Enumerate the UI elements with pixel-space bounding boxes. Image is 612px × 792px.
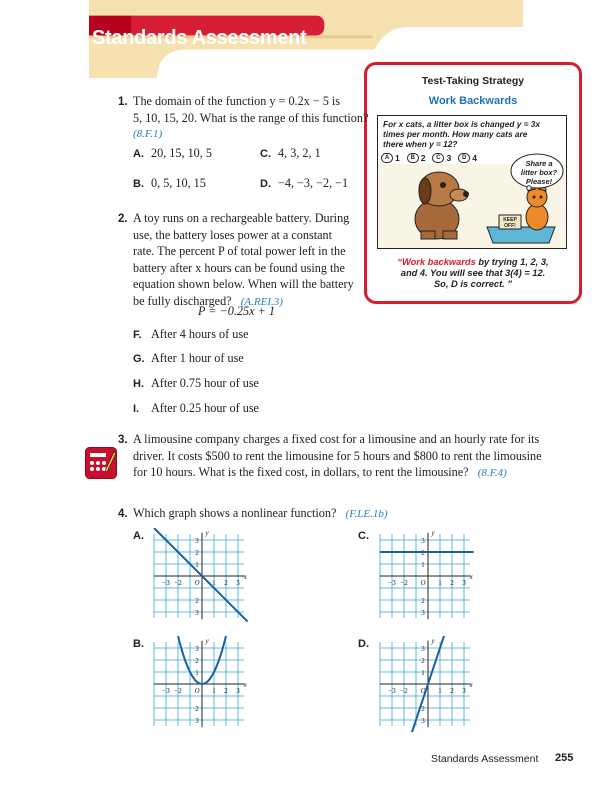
tick-label: 3: [421, 609, 425, 617]
standard-code: (8.F.4): [477, 467, 507, 479]
choice-bubble: C 3: [432, 153, 451, 163]
origin-label: O: [420, 579, 426, 587]
y-axis-label: y: [431, 637, 435, 646]
answer-option[interactable]: F. After 4 hours of use: [133, 327, 249, 341]
strategy-tip: “Work backwards by trying 1, 2, 3, and 4. You will see that 3(4) = 12. So, D is correct. ”: [397, 257, 549, 289]
origin-label: O: [194, 687, 200, 695]
tick-label: 2: [195, 549, 199, 557]
x-axis-label: x: [243, 573, 247, 581]
graph-label[interactable]: B.: [133, 638, 144, 650]
graph-b[interactable]: [148, 636, 248, 732]
tick-label: −2: [174, 579, 182, 587]
tick-label: −2: [400, 579, 408, 587]
footer-title: Standards Assessment: [431, 753, 539, 765]
tick-label: 2: [421, 705, 425, 713]
x-axis-label: x: [243, 681, 247, 689]
answer-option[interactable]: I. After 0.25 hour of use: [133, 401, 259, 415]
tick-label: 1: [421, 561, 425, 569]
question-4-text: Which graph shows a nonlinear function? (F.LE.1b): [133, 506, 388, 520]
tick-label: 2: [195, 657, 199, 665]
standard-code: (F.LE.1b): [345, 508, 388, 520]
tick-label: 2: [224, 579, 228, 587]
tick-label: −2: [174, 687, 182, 695]
x-axis-label: x: [469, 573, 473, 581]
tick-label: 1: [438, 579, 442, 587]
x-axis-label: x: [469, 681, 473, 689]
tick-label: 1: [195, 669, 199, 677]
graph-d[interactable]: [374, 636, 474, 732]
chapter-number: 5: [18, 22, 33, 52]
answer-option[interactable]: D. −4, −3, −2, −1: [260, 176, 349, 190]
tick-label: −3: [388, 579, 396, 587]
choice-bubble: B 2: [407, 153, 426, 163]
thought-bubble-text: Share a litter box? Please!: [520, 159, 558, 186]
question-1-text: The domain of the function y = 0.2x − 5 is 5, 10, 15, 20. What is the range of this function? (8.F.1): [133, 93, 373, 143]
question-3-number: 3.: [118, 434, 128, 446]
tick-label: 3: [195, 609, 199, 617]
origin-label: O: [194, 579, 200, 587]
graph-c[interactable]: [374, 528, 474, 624]
question-2-number: 2.: [118, 213, 128, 225]
strategy-title: Test-Taking Strategy: [421, 75, 525, 87]
answer-option[interactable]: G. After 1 hour of use: [133, 351, 244, 365]
page-title: Standards Assessment: [92, 27, 307, 49]
page-number: 255: [555, 752, 574, 764]
graph-a[interactable]: [148, 528, 248, 624]
tick-label: 2: [450, 687, 454, 695]
origin-label: O: [420, 687, 426, 695]
tick-label: 1: [421, 669, 425, 677]
tick-label: 2: [224, 687, 228, 695]
tick-label: 3: [421, 645, 425, 653]
answer-option[interactable]: A. 20, 15, 10, 5: [133, 146, 212, 160]
answer-option[interactable]: H. After 0.75 hour of use: [133, 376, 259, 390]
tick-label: −3: [162, 687, 170, 695]
tick-label: 3: [195, 717, 199, 725]
tick-label: −2: [400, 687, 408, 695]
strategy-card: [364, 62, 582, 304]
tick-label: 2: [421, 597, 425, 605]
litter-box-sign: KEEP OFF!: [503, 217, 517, 229]
question-2-text: A toy runs on a rechargeable battery. During use, the battery loses power at a constant rate. The percent P of total power left in the battery after x hours can be found using the equation shown below. When will the battery be fully discharged? (A.REI.3): [133, 211, 354, 308]
tick-label: 1: [195, 561, 199, 569]
answer-option[interactable]: C. 4, 3, 2, 1: [260, 146, 321, 160]
strategy-prompt: For x cats, a litter box is changed y = 3x times per month. How many cats are there when y = 12?: [383, 119, 541, 149]
tick-label: 1: [212, 687, 216, 695]
graph-label[interactable]: A.: [133, 530, 144, 542]
standard-code: (A.REI.3): [240, 295, 283, 308]
tick-label: 2: [450, 579, 454, 587]
tick-label: 3: [462, 579, 466, 587]
tick-label: 3: [421, 717, 425, 725]
graph-label[interactable]: D.: [358, 638, 369, 650]
tick-label: −3: [388, 687, 396, 695]
tick-label: 3: [421, 537, 425, 545]
tick-label: 3: [236, 687, 240, 695]
tick-label: 3: [195, 645, 199, 653]
y-axis-label: y: [431, 529, 435, 538]
y-axis-label: y: [205, 637, 209, 646]
tick-label: 2: [421, 549, 425, 557]
tick-label: 1: [212, 579, 216, 587]
tick-label: 1: [438, 687, 442, 695]
tick-label: 2: [195, 597, 199, 605]
function-curve: [154, 528, 248, 622]
strategy-subtitle: Work Backwards: [428, 95, 518, 107]
tick-label: 3: [195, 537, 199, 545]
answer-option[interactable]: B. 0, 5, 10, 15: [133, 176, 206, 190]
tick-label: 3: [462, 687, 466, 695]
tick-label: 2: [421, 657, 425, 665]
y-axis-label: y: [205, 529, 209, 538]
question-1-number: 1.: [118, 96, 128, 108]
tick-label: 3: [236, 579, 240, 587]
answer-choices: [381, 153, 477, 163]
equation: P = −0.25x + 1: [198, 304, 275, 318]
graph-label[interactable]: C.: [358, 530, 369, 542]
question-3-text: A limousine company charges a fixed cost for a limousine and an hourly rate for its driver. It costs $500 to rent the limousine for 5 hours and $800 to rent the limousine for 10 hours. What is the fixed cost, in dollars, to rent the limousine? (8.F.4): [133, 432, 542, 479]
standard-code: (8.F.1): [133, 128, 163, 140]
gridded-response-icon: [85, 447, 117, 479]
choice-bubble: D 4: [458, 153, 477, 163]
question-4-number: 4.: [118, 508, 128, 520]
tick-label: 2: [195, 705, 199, 713]
tick-label: −3: [162, 579, 170, 587]
choice-bubble: A 1: [381, 153, 400, 163]
